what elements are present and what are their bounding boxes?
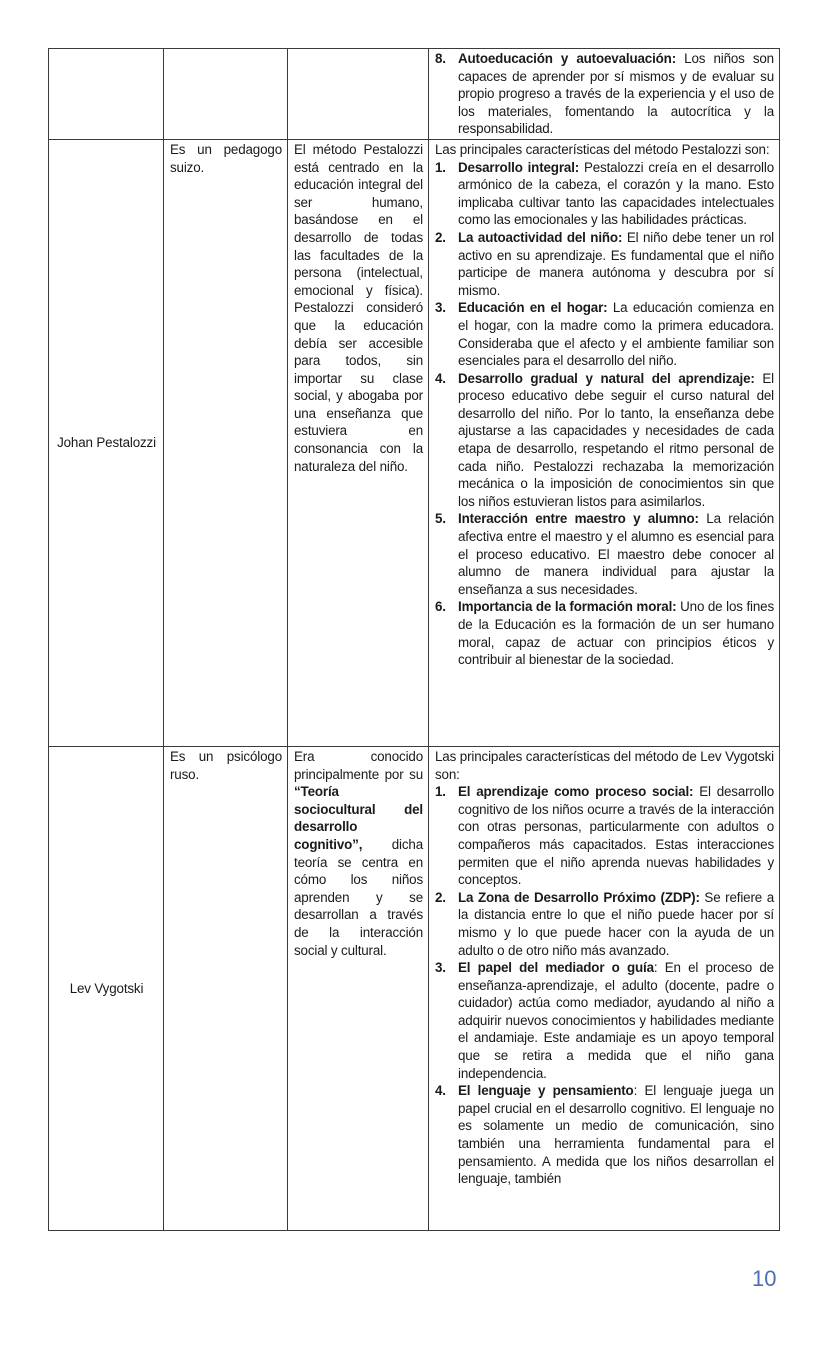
feature-text: : En el proceso de enseñanza-aprendizaje, el adulto (docente, padre o cuidador) actúa como mediador, ayudando al niño a adquirir nuevos conocimientos y habilidades mediante el andamiaje. Este andamiaje es un apoyo temporal que se retira a medida que el niño gana independencia. bbox=[458, 960, 774, 1081]
feature-item bbox=[435, 959, 774, 1082]
features-cell bbox=[429, 49, 780, 140]
feature-item bbox=[435, 510, 774, 598]
feature-item bbox=[435, 159, 774, 229]
feature-title: Autoeducación y autoevaluación: bbox=[458, 51, 677, 66]
features-cell bbox=[429, 746, 780, 1230]
educator-name-cell bbox=[49, 49, 164, 140]
feature-title: La autoactividad del niño: bbox=[458, 229, 623, 245]
feature-text: : El lenguaje juega un papel crucial en el desarrollo cognitivo. El lenguaje no es solamente un medio de comunicación, sino también una herramienta fundamental para el pensamiento. A medida que los niños desarrollan el lenguaje, también bbox=[458, 1083, 774, 1187]
feature-number: 4. bbox=[435, 370, 446, 386]
educator-name: Johan Pestalozzi bbox=[57, 435, 156, 451]
summary-text: El método Pestalozzi está centrado en la educación integral del ser humano, basándose en el desarrollo de todas las facultades de la persona (intelectual, emocional y física). Pestalozzi consideró que la educación debía ser accesible para todos, sin importar su clase social, y abogaba por una enseñanza que estuviera en consonancia con la naturaleza del niño. bbox=[294, 141, 423, 474]
feature-text: Se refiere a la distancia entre lo que el niño puede hacer por sí mismo y lo que puede hacer con la ayuda de un adulto o de otro niño más avanzado. bbox=[458, 889, 774, 958]
feature-item bbox=[435, 370, 774, 511]
feature-title: Desarrollo integral: bbox=[458, 159, 580, 175]
educator-name-cell bbox=[49, 139, 164, 746]
feature-text: La relación afectiva entre el maestro y el alumno es esencial para el proceso educativo. El maestro debe conocer al alumno de manera individual para ajustar la enseñanza a sus necesidades. bbox=[458, 511, 774, 597]
feature-number: 3. bbox=[435, 300, 446, 316]
features-list bbox=[435, 159, 774, 669]
table-row-pestalozzi bbox=[49, 139, 780, 746]
summary-cell bbox=[288, 49, 429, 140]
features-list bbox=[435, 50, 774, 138]
feature-item bbox=[435, 229, 774, 299]
features-list bbox=[435, 783, 774, 1188]
feature-title: El lenguaje y pensamiento bbox=[458, 1083, 634, 1099]
origin-text: Es un pedagogo suizo. bbox=[170, 141, 282, 175]
summary-cell bbox=[288, 139, 429, 746]
feature-number: 5. bbox=[435, 511, 446, 527]
feature-title: Interacción entre maestro y alumno: bbox=[458, 511, 699, 527]
origin-cell bbox=[164, 746, 288, 1230]
feature-text: La educación comienza en el hogar, con la madre como la primera educadora. Consideraba que el afecto y el ambiente familiar son esenciales para el desarrollo del niño. bbox=[458, 300, 774, 369]
feature-title: Desarrollo gradual y natural del aprendizaje: bbox=[458, 370, 755, 386]
educator-name-cell bbox=[49, 746, 164, 1230]
feature-text: El proceso educativo debe seguir el curso natural del desarrollo del niño. Por lo tanto, la enseñanza debe ajustarse a las capacidades y necesidades de cada etapa de desarrollo, respetando el ritmo personal de cada niño. Pestalozzi rechazaba la memorización mecánica o la imposición de conocimientos sin que los niños estuvieran listos para asimilarlos. bbox=[458, 370, 774, 509]
feature-text: El niño debe tener un rol activo en su aprendizaje. Es fundamental que el niño participe de manera autónoma y descubra por sí mismo. bbox=[458, 229, 774, 298]
features-intro: Las principales características del método de Lev Vygotski son: bbox=[435, 748, 774, 782]
feature-number: 2. bbox=[435, 229, 446, 245]
summary-cell bbox=[288, 746, 429, 1230]
feature-item bbox=[435, 598, 774, 668]
feature-item bbox=[435, 1082, 774, 1188]
origin-cell bbox=[164, 49, 288, 140]
feature-item bbox=[435, 783, 774, 889]
feature-number: 2. bbox=[435, 889, 446, 905]
feature-number: 3. bbox=[435, 960, 446, 976]
features-cell bbox=[429, 139, 780, 746]
table-row-continuation bbox=[49, 49, 780, 140]
origin-cell bbox=[164, 139, 288, 746]
feature-number: 1. bbox=[435, 159, 446, 175]
feature-title: La Zona de Desarrollo Próximo (ZDP): bbox=[458, 889, 700, 905]
table-row-vygotski bbox=[49, 746, 780, 1230]
feature-text: Pestalozzi creía en el desarrollo armónico de la cabeza, el corazón y la mano. Esto implicaba cultivar tanto las capacidades intelectuales como las emocionales y las habilidades prácticas. bbox=[458, 159, 774, 228]
feature-title: Importancia de la formación moral: bbox=[458, 599, 677, 615]
feature-item bbox=[435, 50, 774, 138]
feature-text: Uno de los fines de la Educación es la formación de un ser humano moral, capaz de actuar con principios éticos y contribuir al bienestar de la sociedad. bbox=[458, 599, 774, 668]
feature-item bbox=[435, 299, 774, 369]
feature-number: 4. bbox=[435, 1083, 446, 1099]
summary-text-continued: dicha teoría se centra en cómo los niños aprenden y se desarrollan a través de la interacción social y cultural. bbox=[294, 836, 423, 958]
feature-title: Educación en el hogar: bbox=[458, 300, 608, 316]
page-number: 10 bbox=[752, 1266, 777, 1291]
feature-title: El aprendizaje como proceso social: bbox=[458, 784, 694, 800]
feature-item bbox=[435, 889, 774, 959]
features-intro: Las principales características del método Pestalozzi son: bbox=[435, 141, 770, 157]
feature-number: 1. bbox=[435, 784, 446, 800]
summary-text: Era conocido principalmente por su bbox=[294, 748, 423, 782]
educator-name: Lev Vygotski bbox=[69, 980, 144, 996]
feature-number: 8. bbox=[435, 51, 446, 66]
feature-title: El papel del mediador o guía bbox=[458, 960, 654, 976]
feature-number: 6. bbox=[435, 599, 446, 615]
feature-text: El desarrollo cognitivo de los niños ocurre a través de la interacción con otras personas, particularmente con adultos o compañeros más capacitados. Estas interacciones permiten que el niño aprenda nuevas habilidades y conceptos. bbox=[458, 784, 774, 888]
feature-text: Los niños son capaces de aprender por sí mismos y de evaluar su propio progreso a través de la experiencia y el uso de los materiales, fomentando la autocrítica y la responsabilidad. bbox=[458, 51, 774, 137]
educators-table bbox=[48, 48, 780, 1231]
theory-name: “Teoría sociocultural del desarrollo cognitivo”, bbox=[294, 784, 423, 852]
origin-text: Es un psicólogo ruso. bbox=[170, 748, 282, 782]
